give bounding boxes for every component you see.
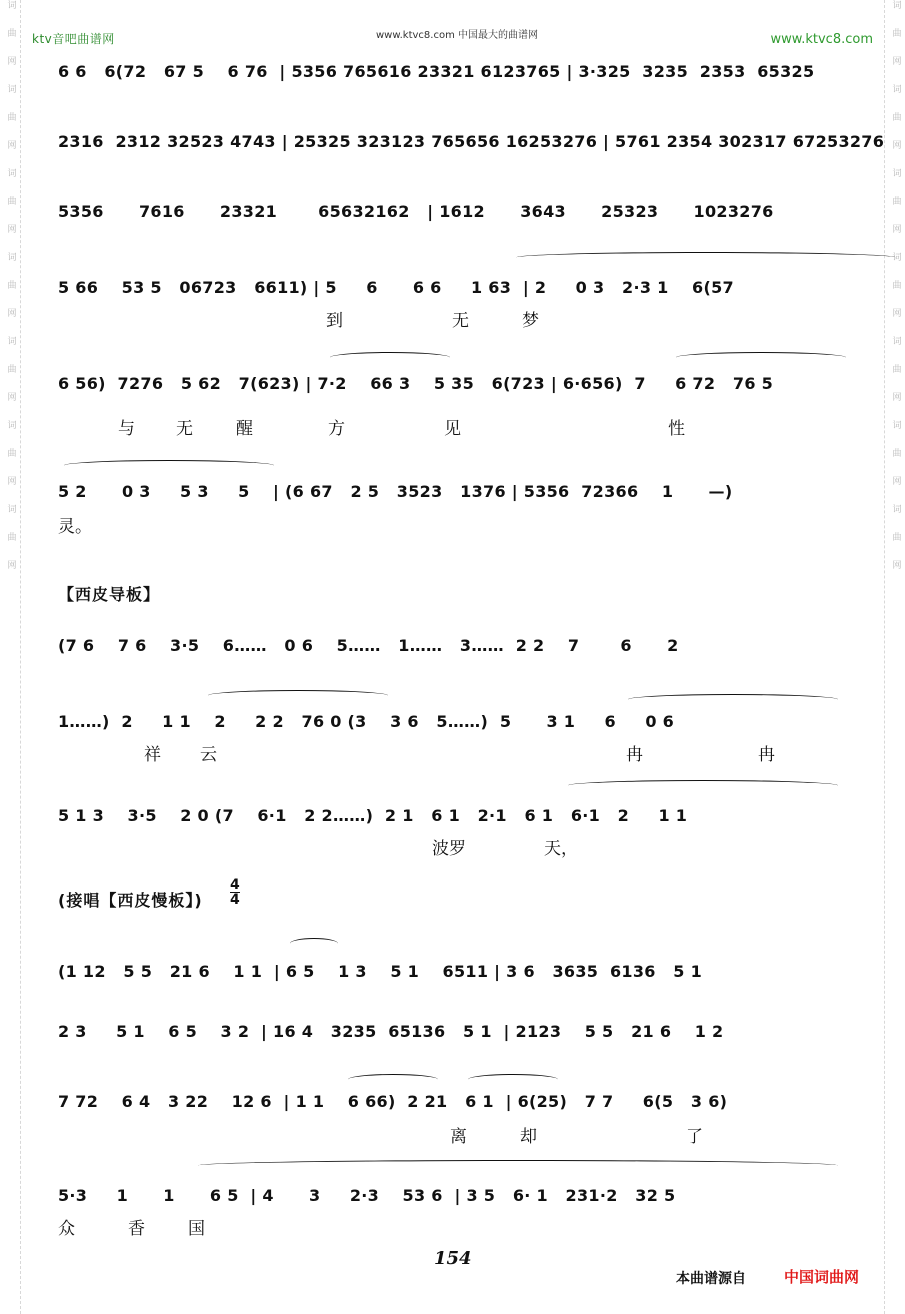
left-watermark-strip [0,0,21,1314]
watermark-char: 曲 [5,448,16,458]
watermark-char: 词 [5,504,16,514]
lyric-char: 香 [128,1219,145,1239]
notation-text: 2 3 5 1 6 5 3 2 | 16 4 3235 65136 5 1 | 2123 5 5 21 6 1 2 [58,1022,724,1041]
lyric-char: 天， [544,839,578,859]
watermark-char: 曲 [890,448,901,458]
lyric-char: 离 [450,1127,467,1147]
watermark-char: 曲 [890,532,901,542]
notation-text: 6 56) 7276 5 62 7(623) | 7·2 66 3 5 35 6(723 | 6·656) 7 6 72 76 5 [58,374,774,393]
lyric-char: 灵。 [58,517,92,537]
lyric-char: 无 [176,419,193,439]
notation-text: (1 12 5 5 21 6 1 1 | 6 5 1 3 5 1 6511 | 3 6 3635 6136 5 1 [58,962,703,981]
lyric-char: 与 [118,419,135,439]
watermark-char: 网 [5,476,16,486]
score-line-3 [58,202,845,221]
notation-text: 5·3 1 1 6 5 | 4 3 2·3 53 6 | 3 5 6· 1 231·2 32 5 [58,1186,676,1205]
watermark-char: 网 [890,476,901,486]
watermark-char: 曲 [5,196,16,206]
slur-mark [348,1074,438,1085]
lyric-char: 波罗 [432,839,466,859]
lyric-char: 国 [188,1219,205,1239]
score-line-10 [58,962,845,981]
section-title: (接唱【西皮慢板】) [58,891,203,910]
score-line-12 [58,1092,845,1147]
watermark-char: 词 [5,84,16,94]
score-line-4 [58,278,845,331]
watermark-char: 词 [5,336,16,346]
slur-mark [208,690,388,701]
watermark-char: 词 [5,420,16,430]
notation-text: 6 6 6(72 67 5 6 76 | 5356 765616 23321 6123765 | 3·325 3235 2353 65325 [58,62,815,81]
watermark-char: 网 [890,392,901,402]
lyric-char: 梦 [522,311,539,331]
watermark-char: 曲 [890,112,901,122]
notation-text: 5 66 53 5 06723 6611) | 5 6 6 6 1 63 | 2 0 3 2·3 1 6(57 [58,278,734,297]
time-signature-bottom: 4 [230,892,240,908]
notation-text: 2316 2312 32523 4743 | 25325 323123 765656 16253276 | 5761 2354 302317 67253276 [58,132,885,151]
lyric-char: 醒 [236,419,253,439]
slur-mark [568,780,838,791]
lyric-char: 冉 [626,745,643,765]
watermark-char: 曲 [890,280,901,290]
slur-mark [516,252,896,263]
watermark-char: 词 [890,168,901,178]
lyric-char: 见 [444,419,461,439]
lyric-char: 无 [452,311,469,331]
watermark-char: 词 [5,0,16,10]
slur-mark [198,1160,838,1171]
watermark-char: 网 [890,224,901,234]
watermark-char: 网 [890,308,901,318]
header-site-link[interactable]: www.ktvc8.com [770,32,873,47]
watermark-char: 词 [890,504,901,514]
watermark-char: 网 [890,56,901,66]
slur-mark [628,694,838,705]
notation-text: 7 72 6 4 3 22 12 6 | 1 1 6 66) 2 21 6 1 | 6(25) 7 7 6(5 3 6) [58,1092,728,1111]
score-line-9 [58,806,845,859]
watermark-char: 网 [5,224,16,234]
score-line-7 [58,636,845,655]
header-site-url: www.ktvc8.com 中国最大的曲谱网 [376,30,539,41]
watermark-char: 曲 [890,364,901,374]
slur-mark [330,352,450,363]
source-site-link[interactable]: 中国词曲网 [784,1268,860,1286]
slur-mark [64,460,274,471]
watermark-char: 网 [5,392,16,402]
notation-text: 5356 7616 23321 65632162 | 1612 3643 25323 1023276 [58,202,774,221]
watermark-char: 词 [890,84,901,94]
watermark-char: 曲 [5,112,16,122]
slur-mark [676,352,846,363]
lyric-char: 方 [328,419,345,439]
watermark-char: 网 [5,560,16,570]
score-line-6 [58,482,845,537]
slur-mark [290,938,338,949]
watermark-char: 网 [5,308,16,318]
score-line-11 [58,1022,845,1041]
lyric-char: 冉 [758,745,775,765]
slur-mark [468,1074,558,1085]
notation-text: (7 6 7 6 3·5 6…… 0 6 5…… 1…… 3…… 2 2 7 6 2 [58,636,679,655]
source-label: 本曲谱源自 [676,1271,746,1287]
notation-text: 5 1 3 3·5 2 0 (7 6·1 2 2……) 2 1 6 1 2·1 6 1 6·1 2 1 1 [58,806,688,825]
watermark-char: 网 [890,140,901,150]
lyric-char: 却 [520,1127,537,1147]
watermark-char: 词 [890,252,901,262]
notation-text: 1……) 2 1 1 2 2 2 76 0 (3 3 6 5……) 5 3 1 6 0 6 [58,712,675,731]
watermark-char: 词 [890,0,901,10]
watermark-char: 曲 [5,280,16,290]
lyric-char: 祥 [144,745,161,765]
right-watermark-strip [884,0,905,1314]
page-number: 154 [434,1248,472,1269]
lyric-char: 了 [686,1127,703,1147]
lyric-char: 众 [58,1219,75,1239]
score-line-5 [58,374,845,439]
lyric-char: 到 [326,311,343,331]
lyric-char: 云 [200,745,217,765]
lyric-char: 性 [668,419,685,439]
watermark-char: 曲 [890,28,901,38]
watermark-char: 词 [890,420,901,430]
watermark-char: 词 [5,252,16,262]
time-signature [230,878,240,907]
header-site-name: ktv音吧曲谱网 [32,32,115,46]
section-title: 【西皮导板】 [58,585,161,604]
watermark-char: 网 [890,560,901,570]
watermark-char: 曲 [5,532,16,542]
watermark-char: 曲 [5,364,16,374]
watermark-char: 网 [5,140,16,150]
score-line-13 [58,1186,845,1239]
watermark-char: 曲 [5,28,16,38]
notation-text: 5 2 0 3 5 3 5 | (6 67 2 5 3523 1376 | 5356 72366 1 —) [58,482,733,501]
watermark-char: 词 [890,336,901,346]
watermark-char: 词 [5,168,16,178]
score-line-8 [58,712,845,765]
watermark-char: 曲 [890,196,901,206]
score-line-1 [58,62,845,81]
time-signature-top: 4 [230,877,240,893]
score-line-2 [58,132,885,151]
watermark-char: 网 [5,56,16,66]
